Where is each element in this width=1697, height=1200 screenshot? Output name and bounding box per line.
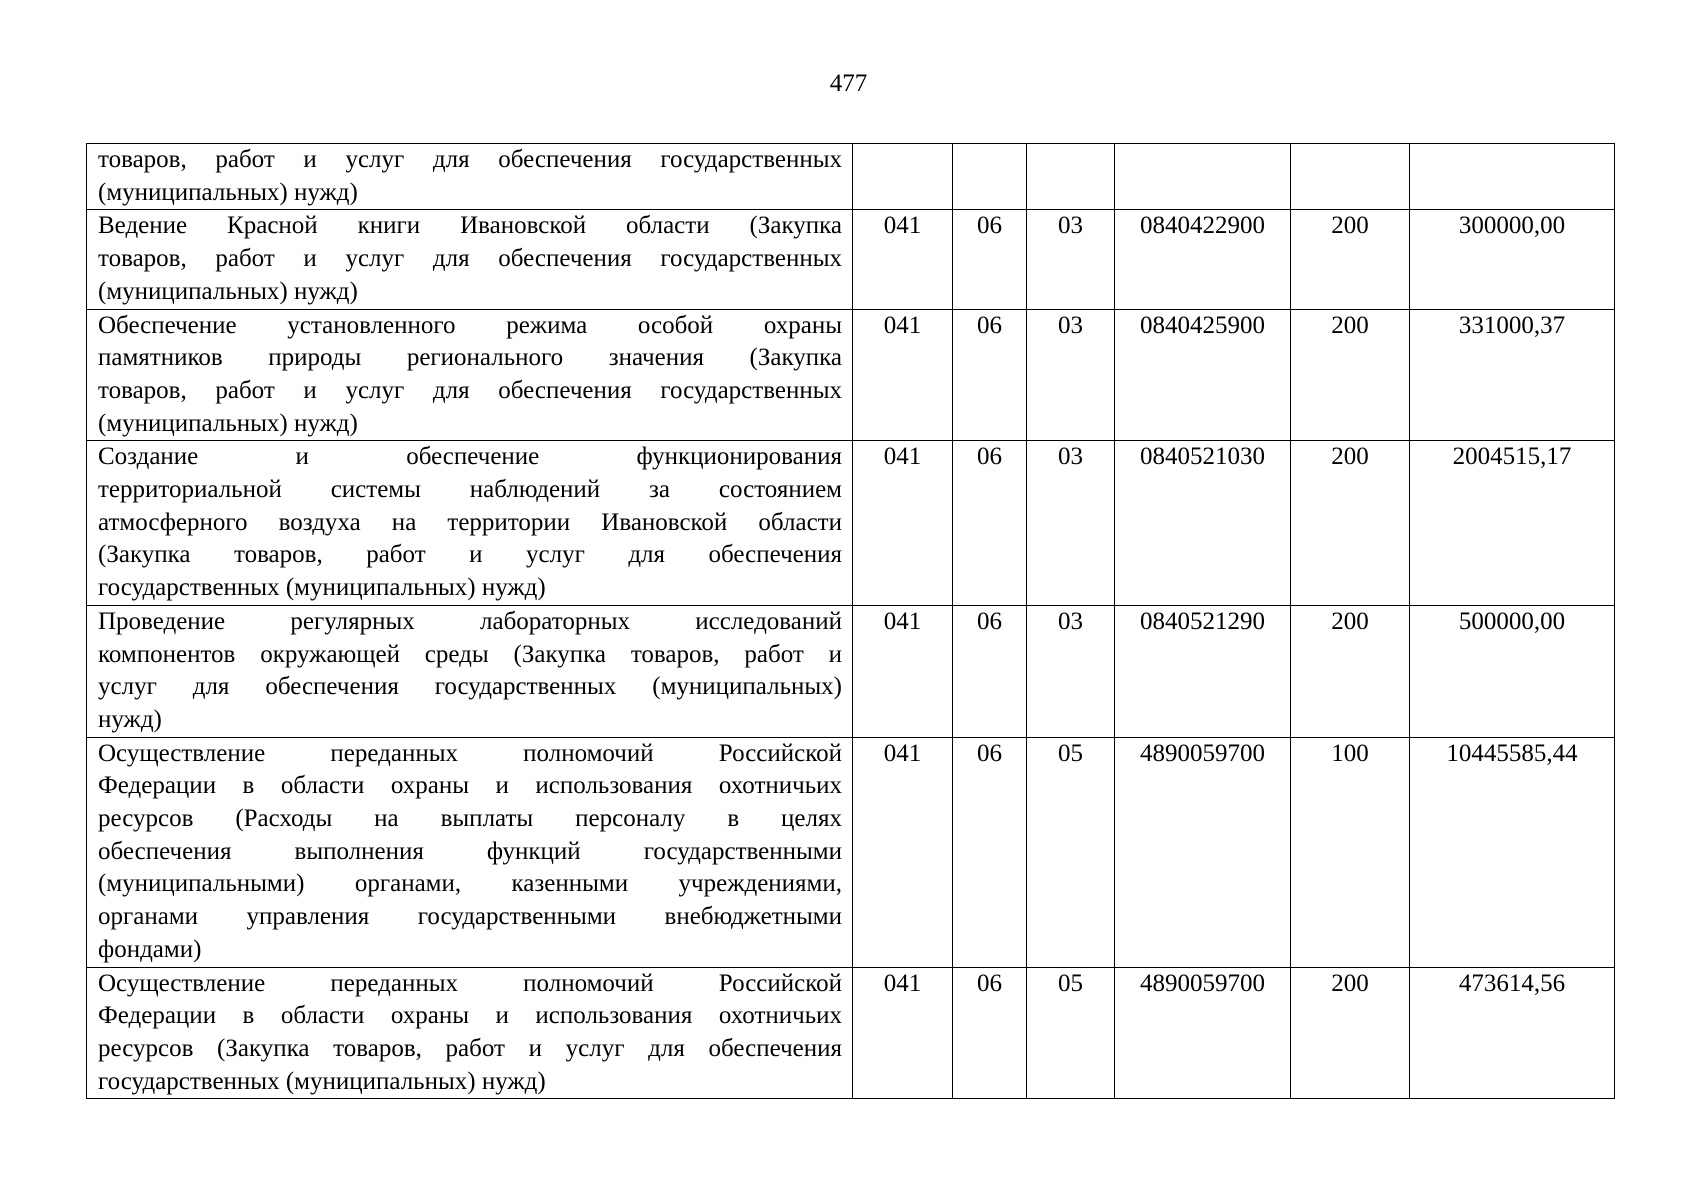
amount-cell: 500000,00: [1410, 605, 1615, 737]
description-line: государственных (муниципальных) нужд): [98, 574, 546, 602]
amount-cell: 10445585,44: [1410, 737, 1615, 967]
target-article-cell: [1115, 144, 1291, 210]
description-line: Осуществление переданных полномочий Российской: [98, 739, 842, 767]
description-line: товаров, работ и услуг для обеспечения государственных: [98, 245, 842, 273]
description-line: нужд): [98, 705, 162, 733]
expense-type-cell: 200: [1291, 309, 1410, 441]
section-code-cell: 06: [953, 967, 1027, 1099]
expense-type-cell: [1291, 144, 1410, 210]
description-line: товаров, работ и услуг для обеспечения государственных: [98, 376, 842, 404]
target-article-cell: 0840425900: [1115, 309, 1291, 441]
ministry-code-cell: 041: [853, 737, 953, 967]
ministry-code-cell: 041: [853, 605, 953, 737]
description-line: Ведение Красной книги Ивановской области (Закупка: [98, 212, 842, 240]
description-line: Проведение регулярных лабораторных исследований: [98, 607, 842, 635]
description-line: Осуществление переданных полномочий Российской: [98, 969, 842, 997]
table-row: [87, 309, 1615, 441]
table-row: [87, 737, 1615, 967]
table-row: [87, 144, 1615, 210]
amount-cell: [1410, 144, 1615, 210]
target-article-cell: 0840422900: [1115, 210, 1291, 309]
amount-cell: 300000,00: [1410, 210, 1615, 309]
section-code-cell: 06: [953, 605, 1027, 737]
description-line: обеспечения выполнения функций государственными: [98, 837, 842, 865]
page-number: 477: [829, 70, 868, 97]
ministry-code-cell: 041: [853, 210, 953, 309]
description-line: (муниципальных) нужд): [98, 409, 358, 437]
description-line: ресурсов (Расходы на выплаты персоналу в целях: [98, 805, 842, 833]
description-line: (Закупка товаров, работ и услуг для обеспечения: [98, 541, 842, 569]
ministry-code-cell: 041: [853, 441, 953, 606]
table-body: [87, 144, 1615, 1099]
description-line: (муниципальных) нужд): [98, 178, 358, 206]
target-article-cell: 4890059700: [1115, 967, 1291, 1099]
ministry-code-cell: [853, 144, 953, 210]
description-line: ресурсов (Закупка товаров, работ и услуг для обеспечения: [98, 1034, 842, 1062]
subsection-code-cell: [1027, 144, 1115, 210]
row-description: [87, 309, 853, 441]
table-row: [87, 967, 1615, 1099]
budget-table: [86, 143, 1615, 1099]
row-description: [87, 967, 853, 1099]
description-line: атмосферного воздуха на территории Ивановской области: [98, 508, 842, 536]
description-line: (муниципальных) нужд): [98, 277, 358, 305]
expense-type-cell: 200: [1291, 441, 1410, 606]
description-line: Федерации в области охраны и использования охотничьих: [98, 1002, 842, 1030]
section-code-cell: 06: [953, 441, 1027, 606]
description-line: Создание и обеспечение функционирования: [98, 443, 842, 471]
description-line: компонентов окружающей среды (Закупка товаров, работ и: [98, 640, 842, 668]
description-line: Федерации в области охраны и использования охотничьих: [98, 772, 842, 800]
description-line: (муниципальными) органами, казенными учреждениями,: [98, 870, 842, 898]
row-description: [87, 144, 853, 210]
subsection-code-cell: 05: [1027, 737, 1115, 967]
ministry-code-cell: 041: [853, 967, 953, 1099]
target-article-cell: 4890059700: [1115, 737, 1291, 967]
description-line: территориальной системы наблюдений за состоянием: [98, 476, 842, 504]
expense-type-cell: 100: [1291, 737, 1410, 967]
row-description: [87, 210, 853, 309]
description-line: фондами): [98, 935, 202, 963]
subsection-code-cell: 03: [1027, 605, 1115, 737]
description-line: услуг для обеспечения государственных (муниципальных): [98, 673, 842, 701]
table-row: [87, 441, 1615, 606]
row-description: [87, 605, 853, 737]
subsection-code-cell: 05: [1027, 967, 1115, 1099]
description-line: памятников природы регионального значения (Закупка: [98, 344, 842, 372]
subsection-code-cell: 03: [1027, 441, 1115, 606]
target-article-cell: 0840521290: [1115, 605, 1291, 737]
amount-cell: 331000,37: [1410, 309, 1615, 441]
expense-type-cell: 200: [1291, 605, 1410, 737]
description-line: товаров, работ и услуг для обеспечения государственных: [98, 146, 842, 173]
expense-type-cell: 200: [1291, 967, 1410, 1099]
ministry-code-cell: 041: [853, 309, 953, 441]
description-line: органами управления государственными внебюджетными: [98, 903, 842, 931]
expense-type-cell: 200: [1291, 210, 1410, 309]
table-row: [87, 210, 1615, 309]
amount-cell: 473614,56: [1410, 967, 1615, 1099]
amount-cell: 2004515,17: [1410, 441, 1615, 606]
section-code-cell: [953, 144, 1027, 210]
row-description: [87, 737, 853, 967]
section-code-cell: 06: [953, 309, 1027, 441]
row-description: [87, 441, 853, 606]
table-row: [87, 605, 1615, 737]
subsection-code-cell: 03: [1027, 210, 1115, 309]
description-line: Обеспечение установленного режима особой охраны: [98, 311, 842, 339]
section-code-cell: 06: [953, 210, 1027, 309]
subsection-code-cell: 03: [1027, 309, 1115, 441]
target-article-cell: 0840521030: [1115, 441, 1291, 606]
section-code-cell: 06: [953, 737, 1027, 967]
description-line: государственных (муниципальных) нужд): [98, 1067, 546, 1095]
